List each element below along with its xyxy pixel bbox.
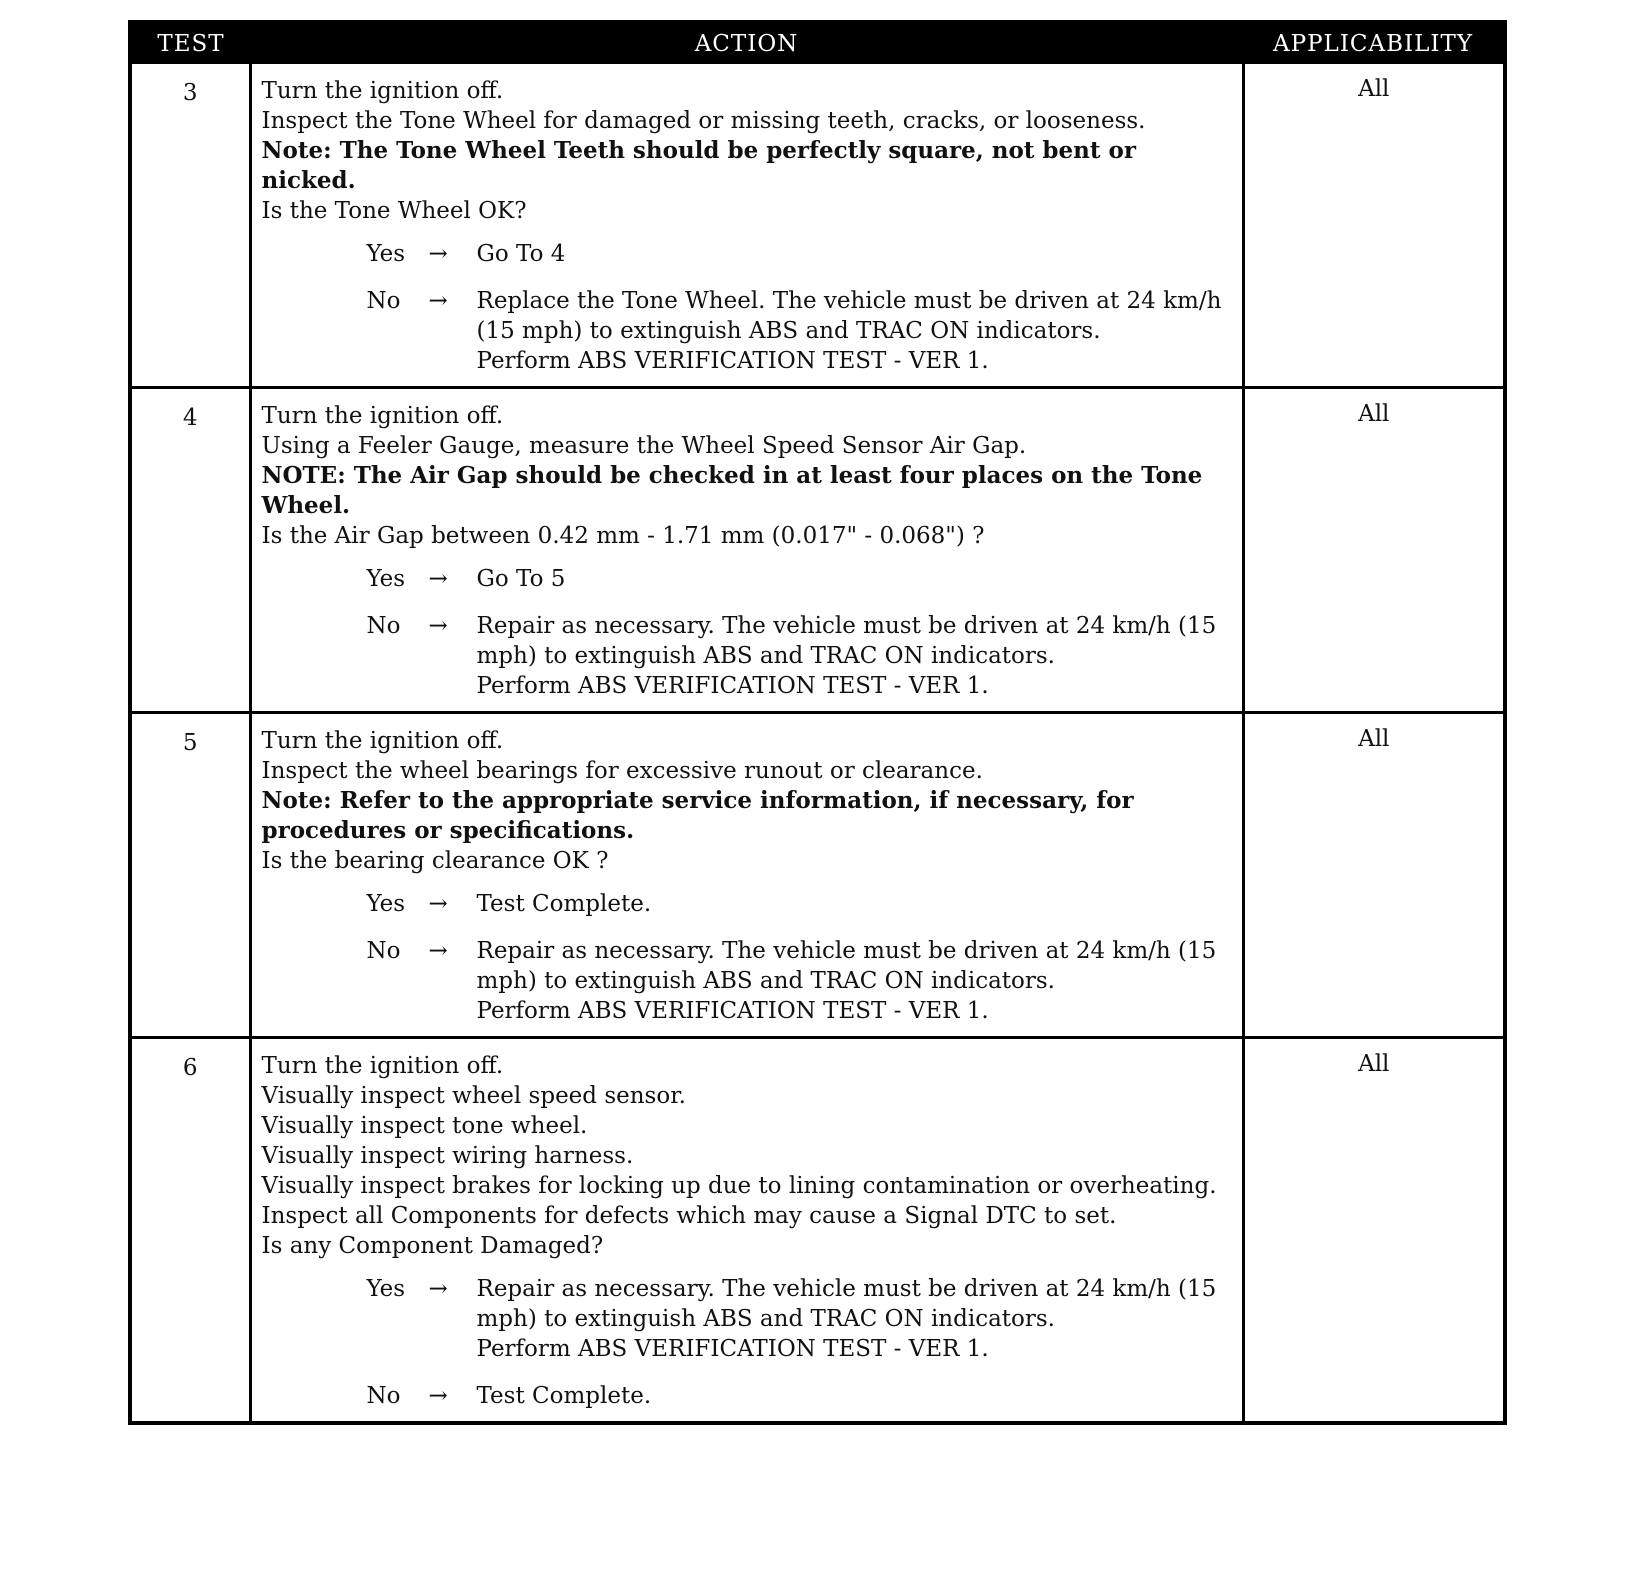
test-number: 3: [130, 64, 250, 388]
answer-text: [477, 564, 1234, 594]
arrow-icon: →: [428, 613, 448, 639]
applicability-value: All: [1243, 713, 1505, 1038]
instruction-line: Turn the ignition off.: [261, 1053, 504, 1079]
applicability-value: All: [1243, 64, 1505, 388]
answer-text-line: Go To 4: [476, 241, 566, 267]
answer-text-line: mph) to extinguish ABS and TRAC ON indicators.: [476, 643, 1055, 669]
answer-text-line: Perform ABS VERIFICATION TEST - VER 1.: [476, 1336, 989, 1362]
instruction-line: Visually inspect tone wheel.: [261, 1113, 588, 1139]
answer-text-line: Test Complete.: [476, 1383, 652, 1409]
answer-list: [262, 889, 1234, 1026]
applicability-value: All: [1243, 1038, 1505, 1424]
answer-text-line: Repair as necessary. The vehicle must be driven at 24 km/h (15: [476, 938, 1217, 964]
test-number: 5: [130, 713, 250, 1038]
applicability-value: All: [1243, 388, 1505, 713]
instruction-line: Visually inspect wiring harness.: [261, 1143, 634, 1169]
instruction-line: Inspect the Tone Wheel for damaged or missing teeth, cracks, or looseness.: [261, 108, 1146, 134]
answer-text-line: mph) to extinguish ABS and TRAC ON indicators.: [476, 968, 1055, 994]
answer-no: [262, 286, 1234, 376]
header-action: ACTION: [250, 22, 1243, 64]
answer-label: No: [366, 1383, 401, 1409]
instruction-line: Is the Air Gap between 0.42 mm - 1.71 mm (0.017" - 0.068") ?: [261, 523, 985, 549]
answer-label: No: [366, 613, 401, 639]
answer-text: [477, 936, 1234, 1026]
answer-text-line: Perform ABS VERIFICATION TEST - VER 1.: [476, 348, 989, 374]
answer-no: [262, 936, 1234, 1026]
answer-text-line: Repair as necessary. The vehicle must be driven at 24 km/h (15: [476, 613, 1217, 639]
arrow-icon: →: [428, 891, 448, 917]
instruction-line: Turn the ignition off.: [261, 728, 504, 754]
answer-text-line: Perform ABS VERIFICATION TEST - VER 1.: [476, 998, 989, 1024]
instruction-line: Is the Tone Wheel OK?: [261, 198, 527, 224]
action-cell: [250, 1038, 1243, 1424]
note-line: Note: The Tone Wheel Teeth should be perfectly square, not bent or nicked.: [261, 137, 1136, 194]
answer-text-line: Replace the Tone Wheel. The vehicle must be driven at 24 km/h: [476, 288, 1222, 314]
test-number: 6: [130, 1038, 250, 1424]
arrow-icon: →: [428, 1383, 448, 1409]
answer-label: Yes: [366, 566, 406, 592]
answer-list: [262, 564, 1234, 701]
answer-label: Yes: [366, 891, 406, 917]
answer-label: No: [366, 938, 401, 964]
table-row: [130, 713, 1505, 1038]
table-row: [130, 1038, 1505, 1424]
answer-text: [477, 889, 1234, 919]
answer-text-line: (15 mph) to extinguish ABS and TRAC ON indicators.: [476, 318, 1101, 344]
answer-text: [477, 611, 1234, 701]
answer-text-line: mph) to extinguish ABS and TRAC ON indicators.: [476, 1306, 1055, 1332]
action-cell: [250, 713, 1243, 1038]
header-applicability: APPLICABILITY: [1243, 22, 1505, 64]
diagnostic-test-table: [128, 20, 1507, 1425]
answer-yes: [262, 564, 1234, 594]
answer-text: [477, 286, 1234, 376]
instruction-line: Is any Component Damaged?: [261, 1233, 604, 1259]
instruction-line: Is the bearing clearance OK ?: [261, 848, 609, 874]
arrow-icon: →: [428, 938, 448, 964]
arrow-icon: →: [428, 1276, 448, 1302]
instruction-line: Visually inspect brakes for locking up due to lining contamination or overheating.: [261, 1173, 1217, 1199]
note-line: NOTE: The Air Gap should be checked in at least four places on the Tone Wheel.: [261, 462, 1203, 519]
answer-text: [477, 239, 1234, 269]
table-row: [130, 388, 1505, 713]
answer-no: [262, 611, 1234, 701]
answer-list: [262, 1274, 1234, 1411]
instruction-line: Turn the ignition off.: [261, 78, 504, 104]
answer-list: [262, 239, 1234, 376]
action-cell: [250, 64, 1243, 388]
arrow-icon: →: [428, 241, 448, 267]
instruction-line: Visually inspect wheel speed sensor.: [261, 1083, 686, 1109]
answer-text-line: Perform ABS VERIFICATION TEST - VER 1.: [476, 673, 989, 699]
answer-label: Yes: [366, 1276, 406, 1302]
table-header: [130, 22, 1505, 64]
answer-text-line: Test Complete.: [476, 891, 652, 917]
test-number: 4: [130, 388, 250, 713]
answer-label: Yes: [366, 241, 406, 267]
instruction-line: Inspect all Components for defects which may cause a Signal DTC to set.: [261, 1203, 1117, 1229]
answer-yes: [262, 1274, 1234, 1364]
answer-label: No: [366, 288, 401, 314]
answer-text: [477, 1274, 1234, 1364]
header-test: TEST: [130, 22, 250, 64]
arrow-icon: →: [428, 566, 448, 592]
table-body: [130, 64, 1505, 1423]
instruction-line: Using a Feeler Gauge, measure the Wheel Speed Sensor Air Gap.: [261, 433, 1027, 459]
answer-text-line: Go To 5: [476, 566, 566, 592]
answer-text: [477, 1381, 1234, 1411]
answer-no: [262, 1381, 1234, 1411]
answer-text-line: Repair as necessary. The vehicle must be driven at 24 km/h (15: [476, 1276, 1217, 1302]
instruction-line: Inspect the wheel bearings for excessive runout or clearance.: [261, 758, 983, 784]
table-row: [130, 64, 1505, 388]
answer-yes: [262, 239, 1234, 269]
instruction-line: Turn the ignition off.: [261, 403, 504, 429]
arrow-icon: →: [428, 288, 448, 314]
action-cell: [250, 388, 1243, 713]
header-row: [130, 22, 1505, 64]
note-line: Note: Refer to the appropriate service information, if necessary, for procedures or specifications.: [261, 787, 1134, 844]
answer-yes: [262, 889, 1234, 919]
